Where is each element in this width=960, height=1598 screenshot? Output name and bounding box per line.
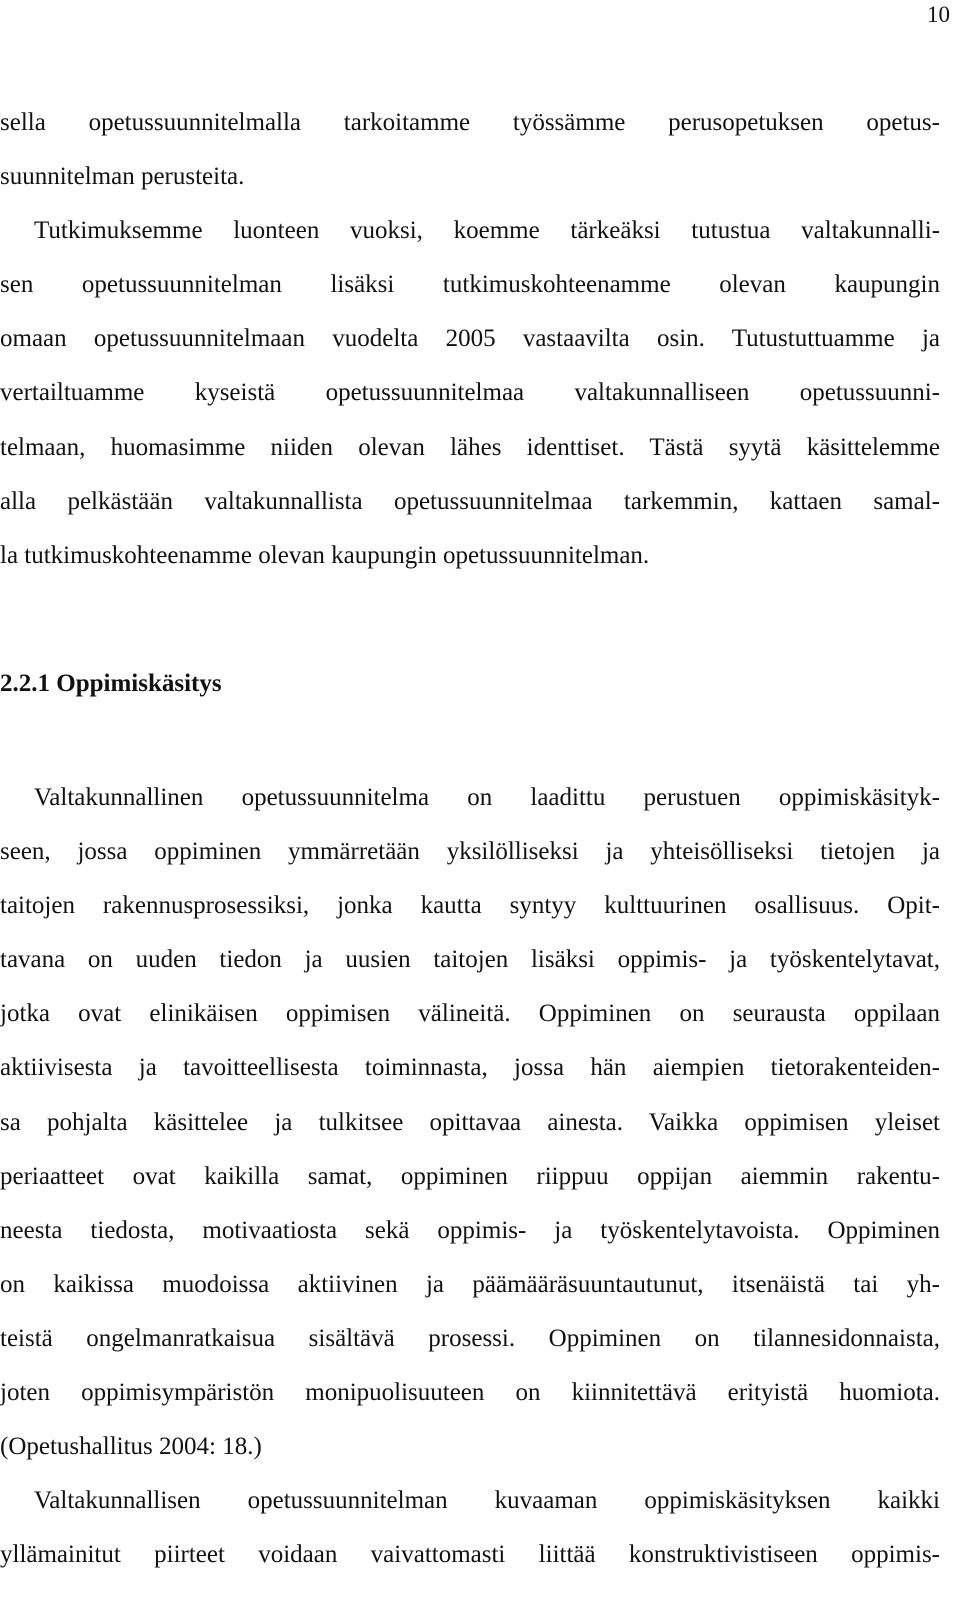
text-line: Tutkimuksemme luonteen vuoksi, koemme tärkeäksi tutustua valtakunnalli-: [34, 217, 940, 245]
text-line: sella opetussuunnitelmalla tarkoitamme työssämme perusopetuksen opetus-: [0, 109, 940, 136]
text-line: telmaan, huomasimme niiden olevan lähes identtiset. Tästä syytä käsittelemme: [0, 433, 940, 461]
text-line: joten oppimisympäristön monipuolisuuteen on kiinnitettävä erityistä huomiota.: [0, 1379, 940, 1407]
text-line: la tutkimuskohteenamme olevan kaupungin opetussuunnitelman.: [0, 541, 650, 569]
section-paragraph: [0, 771, 940, 1582]
text-line: jotka ovat elinikäisen oppimisen välineitä. Oppiminen on seurausta oppilaan: [0, 1000, 940, 1028]
text-line: tavana on uuden tiedon ja uusien taitojen lisäksi oppimis- ja työskentelytavat,: [0, 946, 940, 974]
text-line: vertailtuamme kyseistä opetussuunnitelmaa valtakunnalliseen opetussuunni-: [0, 379, 940, 407]
text-line: yllämainitut piirteet voidaan vaivattomasti liittää konstruktivistiseen oppimis-: [0, 1541, 940, 1569]
text-line: sen opetussuunnitelman lisäksi tutkimuskohteenamme olevan kaupungin: [0, 271, 940, 299]
text-line: suunnitelman perusteita.: [0, 163, 245, 191]
page-number: 10: [927, 2, 950, 27]
text-line: seen, jossa oppiminen ymmärretään yksilölliseksi ja yhteisölliseksi tietojen ja: [0, 838, 940, 866]
text-line: sa pohjalta käsittelee ja tulkitsee opittavaa ainesta. Vaikka oppimisen yleiset: [0, 1108, 940, 1136]
text-line: teistä ongelmanratkaisua sisältävä prosessi. Oppiminen on tilannesidonnaista,: [0, 1324, 940, 1352]
text-line: Valtakunnallisen opetussuunnitelman kuvaaman oppimiskäsityksen kaikki: [34, 1487, 940, 1515]
text-line: omaan opetussuunnitelmaan vuodelta 2005 vastaavilta osin. Tutustuttuamme ja: [0, 325, 940, 353]
text-line: neesta tiedosta, motivaatiosta sekä oppimis- ja työskentelytavoista. Oppiminen: [0, 1216, 940, 1244]
text-line: Valtakunnallinen opetussuunnitelma on laadittu perustuen oppimiskäsityk-: [34, 784, 940, 811]
text-line: (Opetushallitus 2004: 18.): [0, 1433, 262, 1461]
text-line: alla pelkästään valtakunnallista opetussuunnitelmaa tarkemmin, kattaen samal-: [0, 487, 940, 515]
text-line: aktiivisesta ja tavoitteellisesta toiminnasta, jossa hän aiempien tietorakenteiden-: [0, 1054, 940, 1082]
text-line: taitojen rakennusprosessiksi, jonka kautta syntyy kulttuurinen osallisuus. Opit-: [0, 892, 940, 920]
section-heading: 2.2.1 Oppimiskäsitys: [0, 670, 222, 697]
text-line: periaatteet ovat kaikilla samat, oppiminen riippuu oppijan aiemmin rakentu-: [0, 1162, 940, 1190]
text-line: on kaikissa muodoissa aktiivinen ja päämääräsuuntautunut, itsenäistä tai yh-: [0, 1270, 940, 1298]
intro-paragraph: [0, 96, 940, 583]
